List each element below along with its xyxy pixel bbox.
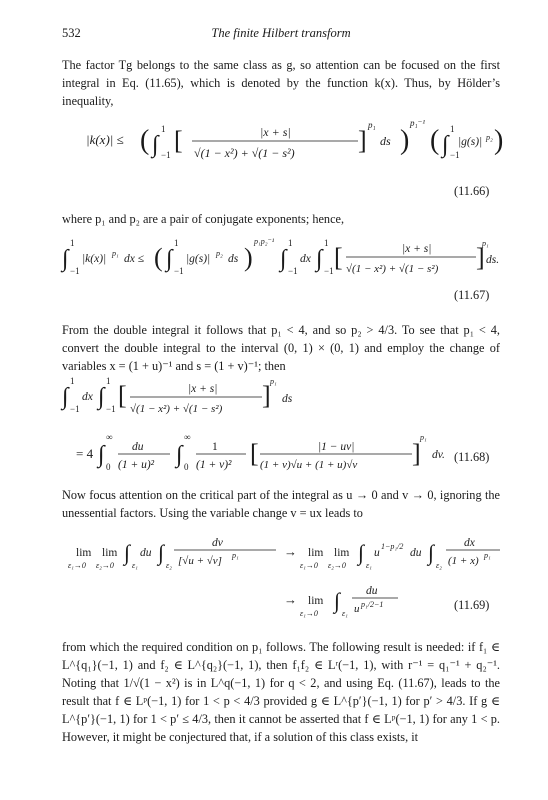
svg-text:1: 1 xyxy=(324,238,329,248)
svg-text:∫: ∫ xyxy=(62,384,69,410)
svg-text:p₁: p₁ xyxy=(484,551,491,560)
svg-text:ε₁: ε₁ xyxy=(132,561,138,570)
equation-11-67 xyxy=(62,232,500,292)
svg-text:ε₁→0: ε₁→0 xyxy=(300,609,318,618)
svg-text:∫: ∫ xyxy=(176,442,183,468)
svg-text:1: 1 xyxy=(161,124,166,134)
svg-text:∫: ∫ xyxy=(334,588,341,613)
svg-text:p₁: p₁ xyxy=(482,239,489,248)
svg-text:dx ≤: dx ≤ xyxy=(124,253,145,265)
equation-11-69 xyxy=(62,530,500,630)
svg-text:|1 − uv|: |1 − uv| xyxy=(318,441,355,453)
svg-text:−1: −1 xyxy=(174,266,184,276)
equation-number-11-66: (11.66) xyxy=(454,184,490,198)
svg-text:1: 1 xyxy=(450,124,455,134)
svg-text:du: du xyxy=(366,585,378,597)
svg-text:0: 0 xyxy=(106,462,111,472)
paragraph-intro: The factor Tg belongs to the same class as g, so attention can be focused on the first integral in Eq. (11.65), which is denoted by the function k(x). Thus, by Hölder’s inequality, xyxy=(62,58,500,108)
svg-text:lim: lim xyxy=(308,547,324,559)
svg-text:−1: −1 xyxy=(450,150,460,160)
svg-text:ε₂→0: ε₂→0 xyxy=(328,561,346,570)
svg-text:ds.: ds. xyxy=(486,254,500,266)
svg-text:]: ] xyxy=(412,439,421,468)
svg-text:p₁: p₁ xyxy=(368,120,376,130)
svg-text:[: [ xyxy=(250,439,259,468)
equation-number-11-68: (11.68) xyxy=(454,450,490,464)
svg-text:[: [ xyxy=(174,126,183,155)
svg-text:ε₂: ε₂ xyxy=(166,561,172,570)
svg-text:1: 1 xyxy=(70,376,75,386)
svg-text:∫: ∫ xyxy=(62,246,69,272)
svg-text:p₁: p₁ xyxy=(112,249,119,258)
equation-11-66 xyxy=(62,110,504,192)
svg-text:|x + s|: |x + s| xyxy=(402,243,432,255)
svg-text:−1: −1 xyxy=(161,150,171,160)
svg-text:]: ] xyxy=(262,381,271,410)
svg-text:ε₂→0: ε₂→0 xyxy=(96,561,114,570)
svg-text:(1 + x): (1 + x) xyxy=(448,555,479,567)
svg-text:(: ( xyxy=(154,243,163,272)
svg-text:(1 + v)²: (1 + v)² xyxy=(196,459,232,471)
svg-text:ds: ds xyxy=(282,393,293,405)
svg-text:1: 1 xyxy=(106,376,111,386)
svg-text:√(1 − x²) + √(1 − s²): √(1 − x²) + √(1 − s²) xyxy=(130,403,223,415)
svg-text:ε₁: ε₁ xyxy=(342,609,348,618)
svg-text:1: 1 xyxy=(70,238,75,248)
svg-text:∫: ∫ xyxy=(158,540,165,565)
svg-text:du: du xyxy=(410,547,422,559)
svg-text:): ) xyxy=(494,125,504,156)
svg-text:(1 + v)√u + (1 + u)√v: (1 + v)√u + (1 + u)√v xyxy=(260,459,358,471)
svg-text:[: [ xyxy=(118,381,127,410)
running-title: The finite Hilbert transform xyxy=(211,26,351,40)
svg-text:): ) xyxy=(400,125,410,156)
svg-text:∞: ∞ xyxy=(106,432,113,442)
svg-text:lim: lim xyxy=(334,547,350,559)
svg-text:u: u xyxy=(374,547,380,559)
svg-text:): ) xyxy=(244,243,253,272)
paragraph-change-of-variables: From the double integral it follows that p₁ < 4, and so p₂ > 4/3. To see that p₁ < 4, convert the double integral to the interval (0, 1) × (0, 1) and employ the change of variables x = (1 + u)⁻¹ and s = (1 + v)⁻¹; then xyxy=(62,323,500,373)
svg-text:∫: ∫ xyxy=(280,246,287,272)
svg-text:p₁: p₁ xyxy=(270,377,277,386)
svg-text:|g(s)|: |g(s)| xyxy=(458,136,483,148)
svg-text:(1 + u)²: (1 + u)² xyxy=(118,459,155,471)
svg-text:dv.: dv. xyxy=(432,449,445,461)
svg-text:∫: ∫ xyxy=(124,540,131,565)
svg-text:−1: −1 xyxy=(70,266,80,276)
svg-text:|k(x)|: |k(x)| xyxy=(82,253,107,265)
svg-text:∫: ∫ xyxy=(442,132,449,158)
svg-text:∫: ∫ xyxy=(358,540,365,565)
svg-text:lim: lim xyxy=(102,547,118,559)
svg-text:p₁⁻¹: p₁⁻¹ xyxy=(410,118,426,128)
svg-text:lim: lim xyxy=(308,595,324,607)
svg-text:du: du xyxy=(132,441,144,453)
svg-text:1: 1 xyxy=(288,238,293,248)
equation-number-11-69: (11.69) xyxy=(454,598,490,612)
equation-number-11-67: (11.67) xyxy=(454,288,490,302)
svg-text:= 4: = 4 xyxy=(76,446,94,461)
svg-text:ε₁: ε₁ xyxy=(366,561,372,570)
svg-text:−1: −1 xyxy=(324,266,334,276)
svg-text:lim: lim xyxy=(76,547,92,559)
svg-text:|x + s|: |x + s| xyxy=(188,383,218,395)
svg-text:−1: −1 xyxy=(106,404,116,414)
svg-text:ds: ds xyxy=(228,253,239,265)
paragraph-conjugate: where p₁ and p₂ are a pair of conjugate exponents; hence, xyxy=(62,212,345,226)
svg-text:∫: ∫ xyxy=(152,132,159,158)
svg-text:→: → xyxy=(284,592,297,607)
svg-text:p₁: p₁ xyxy=(232,551,239,560)
svg-text:p₁/2−1: p₁/2−1 xyxy=(361,600,384,609)
svg-text:ε₁→0: ε₁→0 xyxy=(68,561,86,570)
svg-text:−1: −1 xyxy=(70,404,80,414)
paragraph-critical-part: Now focus attention on the critical part of the integral as u → 0 and v → 0, ignoring the unessential factors. Using the variable change v = ux leads to xyxy=(62,488,500,520)
svg-text:√(1 − x²) + √(1 − s²): √(1 − x²) + √(1 − s²) xyxy=(346,263,439,275)
svg-text:dx: dx xyxy=(464,537,475,549)
svg-text:|x + s|: |x + s| xyxy=(260,125,291,139)
paragraph-result: from which the required condition on p₁ follows. The following result is needed: if f₁ ∈ L^{q₁}(−1, 1) and f₂ ∈ L^{q₂}(−1, 1), then f₁f₂ ∈ Lʳ(−1, 1), with r⁻¹ = q₁⁻¹ + q₂⁻¹. Noting that 1/√(1 − x²) is in L^q(−1, 1) for q < 2, and using Eq. (11.67), leads to the result that f ∈ Lᵖ(−1, 1) for 1 < p < 4/3 provided g ∈ L^{p′}(−1, 1) for p′ > 4/3. If g ∈ L^{p′}(−1, 1) for 1 < p′ ≤ 4/3, then it cannot be asserted that f ∈ Lᵖ(−1, 1) for any 1 < p. However, it might be conjectured that, if a solution of this class exists, it xyxy=(62,640,500,744)
svg-text:∫: ∫ xyxy=(428,540,435,565)
svg-text:∫: ∫ xyxy=(166,246,173,272)
svg-text:[√u + √v]: [√u + √v] xyxy=(178,555,222,567)
svg-text:[: [ xyxy=(334,243,343,272)
svg-text:√(1 − x²) + √(1 − s²): √(1 − x²) + √(1 − s²) xyxy=(194,146,295,160)
svg-text:−1: −1 xyxy=(288,266,298,276)
svg-text:dx: dx xyxy=(82,391,93,403)
svg-text:|g(s)|: |g(s)| xyxy=(186,253,211,265)
svg-text:dx: dx xyxy=(300,253,311,265)
svg-text:(: ( xyxy=(430,125,440,156)
equation-11-68 xyxy=(62,372,500,482)
svg-text:ds: ds xyxy=(380,134,391,148)
svg-text:ε₂: ε₂ xyxy=(436,561,442,570)
svg-text:p₁p₂⁻¹: p₁p₂⁻¹ xyxy=(254,237,275,246)
svg-text:∫: ∫ xyxy=(316,246,323,272)
svg-text:→: → xyxy=(284,544,297,559)
svg-text:1: 1 xyxy=(212,441,218,453)
svg-text:u: u xyxy=(354,603,360,615)
svg-text:p₂: p₂ xyxy=(486,133,493,142)
svg-text:p₂: p₂ xyxy=(216,249,223,258)
svg-text:p₁: p₁ xyxy=(420,433,427,442)
svg-text:1: 1 xyxy=(174,238,179,248)
svg-text:du: du xyxy=(140,547,152,559)
svg-text:dv: dv xyxy=(212,537,223,549)
svg-text:ε₁→0: ε₁→0 xyxy=(300,561,318,570)
svg-text:]: ] xyxy=(476,243,485,272)
svg-text:(: ( xyxy=(140,125,150,156)
page-number: 532 xyxy=(62,26,81,40)
svg-text:∫: ∫ xyxy=(98,442,105,468)
svg-text:1−p₁/2: 1−p₁/2 xyxy=(381,542,404,551)
svg-text:∫: ∫ xyxy=(98,384,105,410)
svg-text:∞: ∞ xyxy=(184,432,191,442)
svg-text:]: ] xyxy=(358,126,367,155)
svg-text:0: 0 xyxy=(184,462,189,472)
running-header xyxy=(62,26,500,46)
svg-text:|k(x)| ≤: |k(x)| ≤ xyxy=(86,132,124,147)
